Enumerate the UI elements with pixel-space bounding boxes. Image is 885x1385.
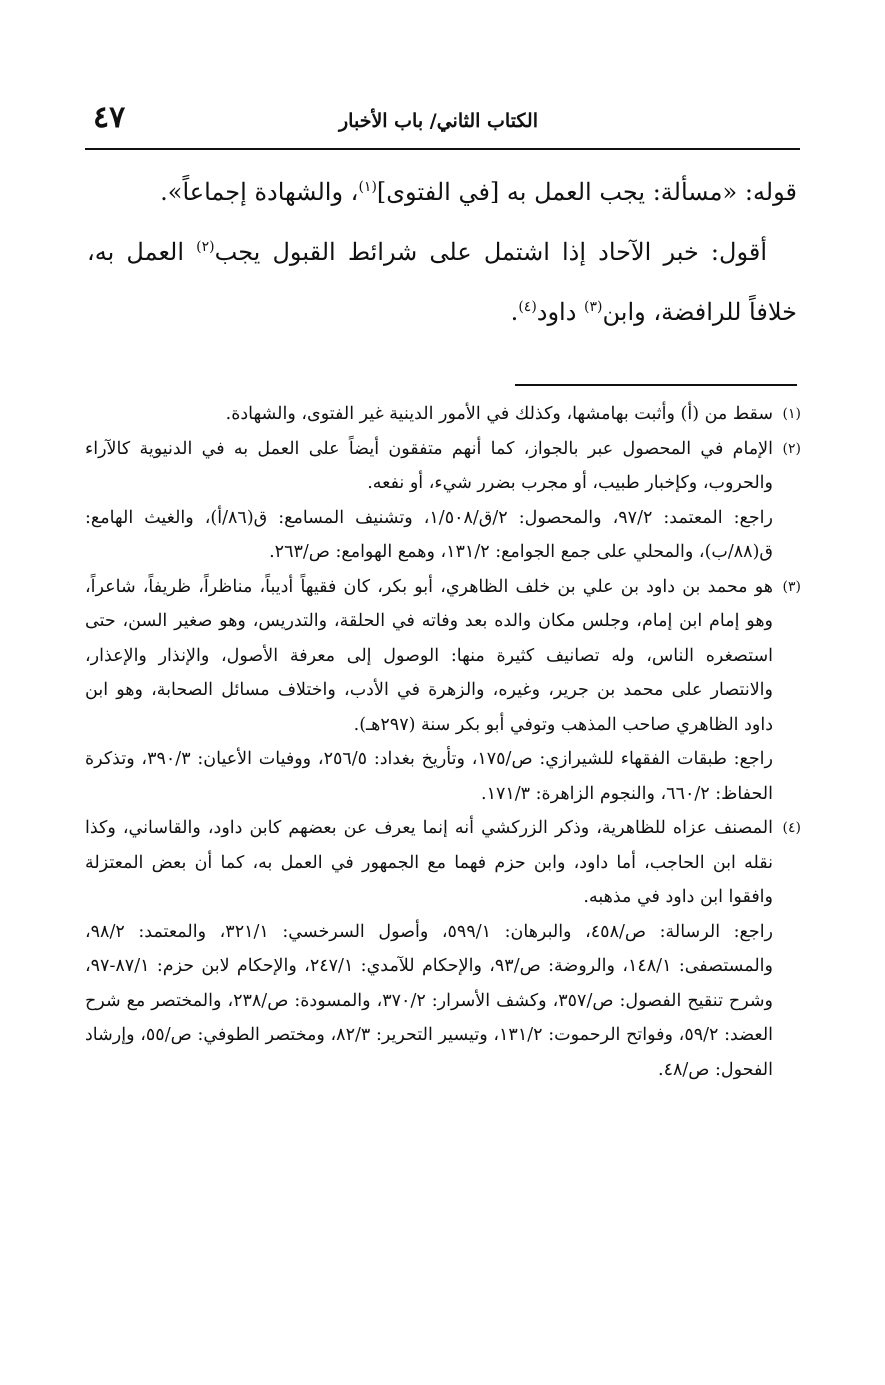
footnote-4-references: راجع: الرسالة: ص/٤٥٨، والبرهان: ٥٩٩/١، وأصول السرخسي: ٣٢١/١، والمعتمد: ٩٨/٢، والمستصفى: ١٤٨/١، والروضة: ص/٩٣، والإحكام للآمدي: ٢٤٧/١، والإحكام لابن حزم: ٨٧/١-٩٧، وشرح تنقيح الفصول: ص/٣٥٧، وكشف الأسرار: ٣٧٠/٢، والمسودة: ص/٢٣٨، والمختصر مع شرح العضد: ٥٩/٢، وفواتح الرحموت: ١٣١/٢، وتيسير التحرير: ٨٢/٣، ومختصر الطوفي: ص/٥٥، وإرشاد الفحول: ص/٤٨.	[85, 921, 774, 1080]
footnote-text: سقط من (أ) وأثبت بهامشها، وكذلك في الأمور الدينية غير الفتوى، والشهادة.	[225, 404, 773, 424]
quote-text-end: ، والشهادة إجماعاً».	[160, 178, 359, 206]
footnote-3	[85, 570, 801, 743]
commentary-text-2: العمل به، خلافاً للرافضة، وابن	[87, 238, 797, 326]
page-number: ٤٧	[93, 100, 126, 135]
footnote-text: المصنف عزاه للظاهرية، وذكر الزركشي أنه إنما يعرف عن بعضهم كابن داود، والقاساني، وكذا نقله ابن الحاجب، أما داود، وابن حزم فهما مع الجمهور في العمل به، كما أن بعض المعتزلة وافقوا ابن داود في مذهبه.	[85, 818, 773, 907]
footnotes-section	[85, 397, 801, 1087]
footnote-text: الإمام في المحصول عبر بالجواز، كما أنهم متفقون أيضاً على العمل به في الدنيوية كالآراء والحروب، وكإخبار طبيب، أو مجرب بضرر شيء، أو نفعه.	[85, 438, 773, 493]
footnote-ref-4: (٤)	[518, 299, 537, 315]
quoted-statement	[87, 162, 797, 222]
commentary-text-4: .	[510, 298, 519, 326]
footnote-3-references: راجع: طبقات الفقهاء للشيرازي: ص/١٧٥، وتأريخ بغداد: ٢٥٦/٥، ووفيات الأعيان: ٣٩٠/٣، وتذكرة الحفاظ: ٦٦٠/٢، والنجوم الزاهرة: ١٧١/٣.	[85, 749, 773, 804]
footnote-ref-1: (١)	[358, 179, 377, 195]
footnote-ref-3: (٣)	[584, 299, 603, 315]
footnote-ref-2: (٢)	[196, 239, 215, 255]
page-header	[85, 98, 800, 150]
footnote-text: هو محمد بن داود بن علي بن خلف الظاهري، أبو بكر، كان فقيهاً أديباً، مناظراً، ظريفاً، شاعراً، وهو إمام ابن إمام، وجلس مكان والده بعد وفاته في الحلقة، والتدريس، وهو صغير السن، حتى استصغره الناس، وله تصانيف كثيرة منها: الوصول إلى معرفة الأصول، والإنذار والإعذار، والانتصار على محمد بن جرير، وغيره، والزهرة في الأدب، واختلاف مسائل الصحابة، وهو ابن داود الظاهري صاحب المذهب وتوفي أبو بكر سنة (٢٩٧هـ).	[85, 576, 773, 735]
footnote-2	[85, 432, 801, 501]
footnote-number: (٣)	[782, 578, 801, 595]
commentary-text-3: داود	[536, 298, 585, 326]
commentary-text-1: أقول: خبر الآحاد إذا اشتمل على شرائط القبول يجب	[214, 238, 767, 266]
quote-text-start: قوله: «مسألة: يجب العمل به [في الفتوى]	[376, 178, 797, 206]
footnote-4	[85, 811, 801, 915]
running-title: الكتاب الثاني/ باب الأخبار	[339, 110, 538, 132]
footnote-separator	[515, 384, 797, 386]
main-text	[87, 162, 797, 342]
footnote-number: (٢)	[782, 440, 801, 457]
footnote-1	[85, 397, 801, 432]
commentary-paragraph	[87, 222, 797, 342]
footnote-number: (٤)	[782, 820, 801, 836]
footnote-2-references: راجع: المعتمد: ٩٧/٢، والمحصول: ٢/ق/١/٥٠٨، وتشنيف المسامع: ق(٨٦/أ)، والغيث الهامع: ق(٨٨/ب)، والمحلي على جمع الجوامع: ١٣١/٢، وهمع الهوامع: ص/٢٦٣.	[85, 507, 773, 562]
footnote-number: (١)	[782, 406, 801, 422]
